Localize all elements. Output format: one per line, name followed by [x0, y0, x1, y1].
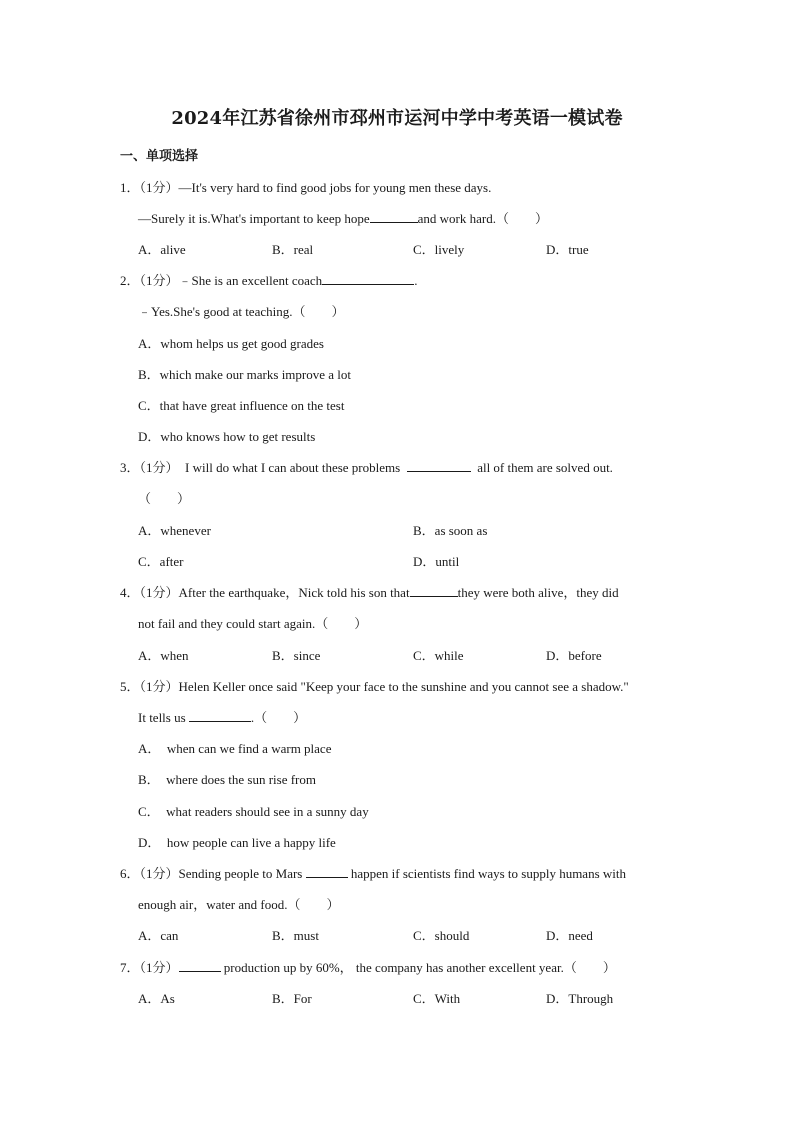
option-d: D．Through [546, 991, 614, 1006]
option-b: B．since [272, 648, 321, 663]
question-1-line-2 [138, 208, 548, 227]
question-5 [120, 676, 629, 695]
question-1 [120, 177, 491, 196]
question-text: all of them are solved out. [477, 460, 613, 475]
question-number: 5．（1分） [120, 679, 179, 694]
option-c: C．after [138, 554, 184, 569]
question-2-line-2: ﹣Yes.She's good at teaching.（ ） [138, 304, 345, 319]
option-d: D．before [546, 648, 602, 663]
question-text: . [414, 273, 418, 288]
question-text: and work hard.（ ） [417, 211, 548, 226]
answer-blank [306, 865, 348, 878]
page-title: 2024年江苏省徐州市邳州市运河中学中考英语一模试卷 [171, 108, 623, 129]
answer-blank [179, 959, 221, 972]
question-5-line-2 [138, 707, 306, 726]
option-b: B．real [272, 242, 314, 257]
question-3 [120, 457, 613, 476]
question-text: It tells us [138, 710, 186, 725]
option-a: A．whom helps us get good grades [138, 336, 324, 351]
option-d: D．need [546, 928, 593, 943]
option-c: C．that have great influence on the test [138, 398, 345, 413]
option-a: A． when can we find a warm place [138, 741, 332, 756]
question-4 [120, 582, 619, 601]
option-a: A．As [138, 991, 175, 1006]
question-3-line-2: （ ） [138, 491, 191, 506]
option-a: A．can [138, 928, 179, 943]
question-text: ﹣She is an excellent coach [178, 273, 323, 288]
question-text: —Surely it is.What's important to keep hope [138, 211, 370, 226]
question-7 [120, 957, 616, 976]
question-text: After the earthquake，Nick told his son that [178, 585, 410, 600]
option-d: D．until [413, 554, 460, 569]
question-number: 1．（1分） [120, 180, 179, 195]
question-text: production up by 60%， the company has another excellent year.（ ） [223, 960, 616, 975]
question-number: 7．（1分） [120, 960, 179, 975]
option-b: B．as soon as [413, 523, 488, 538]
answer-blank [370, 210, 418, 223]
question-text: they were both alive，they did [457, 585, 619, 600]
option-c: C． what readers should see in a sunny day [138, 804, 369, 819]
question-text: Helen Keller once said "Keep your face to the sunshine and you cannot see a shadow." [178, 679, 629, 694]
option-b: B．which make our marks improve a lot [138, 367, 352, 382]
option-b: B．must [272, 928, 319, 943]
question-text: I will do what I can about these problems [185, 460, 401, 475]
question-6 [120, 863, 626, 882]
question-text: .（ ） [250, 710, 307, 725]
question-number: 3．（1分） [120, 460, 179, 475]
section-heading: 一、单项选择 [120, 149, 199, 164]
question-number: 2．（1分） [120, 273, 179, 288]
option-d: D．who knows how to get results [138, 429, 316, 444]
option-c: C．lively [413, 242, 465, 257]
question-number: 6．（1分） [120, 866, 179, 881]
option-d: D． how people can live a happy life [138, 835, 336, 850]
option-a: A．when [138, 648, 189, 663]
option-a: A．alive [138, 242, 186, 257]
answer-blank [407, 459, 471, 472]
question-2 [120, 270, 417, 289]
question-4-line-2: not fail and they could start again.（ ） [138, 616, 368, 631]
option-c: C．while [413, 648, 464, 663]
option-d: D．true [546, 242, 589, 257]
answer-blank [189, 709, 251, 722]
question-text: happen if scientists find ways to supply humans with [350, 866, 626, 881]
question-text: Sending people to Mars [178, 866, 303, 881]
option-c: C．should [413, 928, 470, 943]
answer-blank [322, 272, 414, 285]
question-number: 4．（1分） [120, 585, 179, 600]
answer-blank [410, 584, 458, 597]
question-6-line-2: enough air，water and food.（ ） [138, 897, 340, 912]
question-text: —It's very hard to find good jobs for young men these days. [178, 180, 492, 195]
option-b: B． where does the sun rise from [138, 772, 316, 787]
option-c: C．With [413, 991, 461, 1006]
option-b: B．For [272, 991, 312, 1006]
option-a: A．whenever [138, 523, 211, 538]
